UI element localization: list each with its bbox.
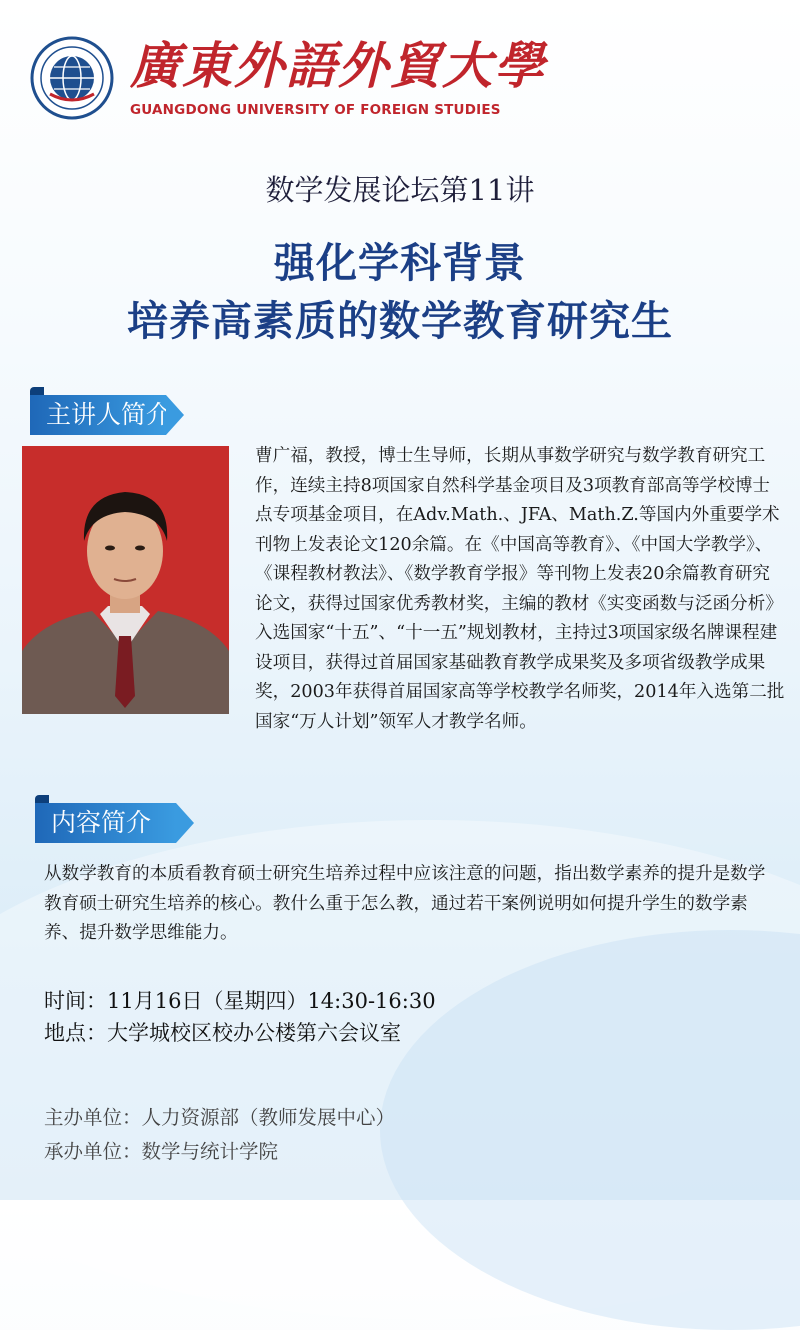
lecture-title-line2: 培养高素质的数学教育研究生 [127,297,673,345]
speaker-bio: 曹广福，教授，博士生导师，长期从事数学研究与数学教育研究工作，连续主持8项国家自然科学基金项目及3项教育部高等学校博士点专项基金项目，在Adv.Math.、JFA、Math.Z.等国内外重要学术刊物上发表论文120余篇。在《中国高等教育》、《中国大学教学》、《课程教材教法》、《数学教育学报》等刊物上发表20余篇教育研究论文，获得过国家优秀教材奖，主编的教材《实变函数与泛函分析》入选国家“十五”、“十一五”规划教材，主持过3项国家级名牌课程建设项目，获得过首届国家基础教育教学成果奖及多项省级教学成果奖，2003年获得首届国家高等学校教学名师奖，2014年入选第二批国家“万人计划”领军人才教学名师。 [255,446,785,732]
lecture-title-line1: 强化学科背景 [274,239,526,287]
speaker-section-label: 主讲人简介 [30,395,166,435]
event-place: 地点：大学城校区校办公楼第六会议室 [44,1021,401,1045]
logo-chinese-name: 廣東外語外貿大學 [130,36,546,95]
event-time: 时间：11月16日（星期四）14:30-16:30 [44,989,436,1013]
university-logo [30,34,546,124]
speaker-photo [22,446,229,714]
university-emblem-icon [30,36,114,120]
logo-english-name: GUANGDONG UNIVERSITY OF FOREIGN STUDIES [130,102,501,118]
host-organizer: 主办单位：人力资源部（教师发展中心） [44,1106,396,1129]
forum-series-title: 数学发展论坛第11讲 [265,173,535,207]
speaker-portrait-icon [22,446,229,714]
content-section-label: 内容简介 [35,803,176,843]
co-host-organizer: 承办单位：数学与统计学院 [44,1140,279,1163]
content-summary: 从数学教育的本质看教育硕士研究生培养过程中应该注意的问题，指出数学素养的提升是数学教育硕士研究生培养的核心。教什么重于怎么教，通过若干案例说明如何提升学生的数学素养、提升数学思维能力。 [44,864,766,943]
